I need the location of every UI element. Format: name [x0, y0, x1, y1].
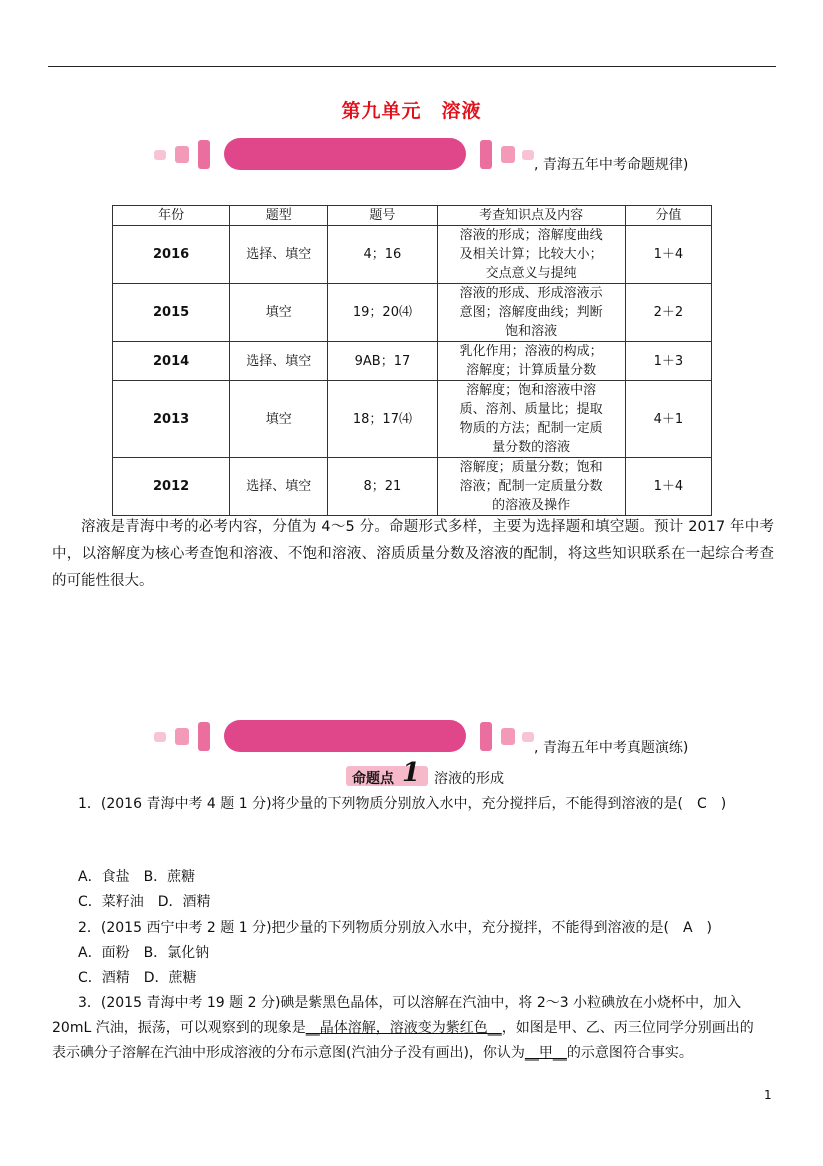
- table-row: [113, 284, 712, 342]
- question-2-stem: 2．(2015 西宁中考 2 题 1 分)把少量的下列物质分别放入水中，充分搅拌，不能得到溶液的是( A ): [78, 920, 713, 936]
- banner-pill: [224, 138, 466, 170]
- cell-year: 2014: [113, 342, 230, 381]
- question-3-text: 表示碘分子溶解在汽油中形成溶液的分布示意图(汽油分子没有画出)，你认为: [52, 1045, 525, 1061]
- content-line: 溶解度；质量分数；饱和: [459, 460, 603, 475]
- content-line: 乳化作用；溶液的构成；: [459, 344, 603, 359]
- cell-year: 2013: [113, 381, 230, 458]
- topic-label: 命题点: [352, 771, 394, 787]
- cell-number: 8；21: [328, 458, 437, 516]
- content-line: 的溶液及操作: [492, 498, 571, 513]
- section-banner-1: [150, 138, 750, 174]
- exam-pattern-table: [112, 205, 712, 516]
- content-line: 溶解度；计算质量分数: [466, 363, 597, 378]
- question-1-options-ab: A．食盐 B．蔗糖: [78, 869, 196, 885]
- col-header-score: 分值: [625, 206, 711, 226]
- header-rule: [48, 66, 776, 67]
- table-header-row: [113, 206, 712, 226]
- cell-type: 选择、填空: [230, 226, 328, 284]
- cell-year: 2016: [113, 226, 230, 284]
- question-3-line-2: [52, 1017, 754, 1037]
- cell-number: 18；17⑷: [328, 381, 437, 458]
- decor-square: [154, 150, 166, 160]
- content-line: 交点意义与提纯: [485, 266, 577, 281]
- table-row: [113, 381, 712, 458]
- content-line: 溶液的形成、形成溶液示: [459, 286, 603, 301]
- topic-name: 溶液的形成: [434, 771, 504, 787]
- question-1-options-cd: C．菜籽油 D．酒精: [78, 894, 211, 910]
- question-3-line-3: [52, 1042, 693, 1062]
- banner-caption: , 青海五年中考真题演练): [534, 740, 689, 756]
- content-line: 物质的方法；配制一定质: [459, 421, 603, 436]
- cell-content: [437, 342, 625, 381]
- cell-number: 9AB；17: [328, 342, 437, 381]
- section-banner-2: [150, 720, 750, 756]
- content-line: 质、溶剂、质量比；提取: [459, 402, 603, 417]
- cell-number: 19；20⑷: [328, 284, 437, 342]
- col-header-year: 年份: [113, 206, 230, 226]
- cell-year: 2015: [113, 284, 230, 342]
- question-2-options-cd: C．酒精 D．蔗糖: [78, 970, 197, 986]
- question-2-options-ab: A．面粉 B．氯化钠: [78, 945, 210, 961]
- question-1-stem: 1．(2016 青海中考 4 题 1 分)将少量的下列物质分别放入水中，充分搅拌后，不能得到溶液的是( C ): [78, 796, 727, 812]
- topic-number: 1: [402, 758, 421, 788]
- cell-score: 1＋4: [625, 226, 711, 284]
- page-number: 1: [764, 1088, 772, 1102]
- table-row: [113, 342, 712, 381]
- decor-square: [501, 728, 515, 745]
- decor-square: [522, 150, 534, 160]
- question-3-answer-phenomenon: __晶体溶解，溶液变为紫红色__: [305, 1020, 502, 1036]
- decor-square: [522, 732, 534, 742]
- question-3-answer-diagram: __甲__: [524, 1045, 567, 1061]
- question-3-text: ，如图是甲、乙、丙三位同学分别画出的: [501, 1020, 754, 1036]
- decor-square: [501, 146, 515, 163]
- question-3-line-1: 3．(2015 青海中考 19 题 2 分)碘是紫黑色晶体，可以溶解在汽油中，将 2～3 小粒碘放在小烧杯中，加入: [78, 995, 742, 1011]
- decor-square: [198, 140, 210, 169]
- cell-type: 填空: [230, 381, 328, 458]
- decor-square: [198, 722, 210, 751]
- decor-square: [175, 728, 189, 745]
- cell-content: [437, 458, 625, 516]
- unit-title: 第九单元 溶液: [341, 100, 482, 122]
- cell-content: [437, 226, 625, 284]
- cell-content: [437, 381, 625, 458]
- topic-badge: [346, 758, 428, 788]
- question-3-text: 20mL 汽油，振荡，可以观察到的现象是: [52, 1020, 306, 1036]
- cell-score: 1＋3: [625, 342, 711, 381]
- cell-type: 选择、填空: [230, 458, 328, 516]
- banner-caption: , 青海五年中考命题规律): [534, 157, 689, 173]
- cell-score: 4＋1: [625, 381, 711, 458]
- decor-square: [480, 722, 492, 751]
- cell-year: 2012: [113, 458, 230, 516]
- cell-score: 2＋2: [625, 284, 711, 342]
- content-line: 量分数的溶液: [492, 440, 571, 455]
- table-row: [113, 226, 712, 284]
- question-3-text: 的示意图符合事实。: [566, 1045, 693, 1061]
- summary-paragraph: 溶液是青海中考的必考内容，分值为 4～5 分。命题形式多样，主要为选择题和填空题。预计 2017 年中考中，以溶解度为核心考查饱和溶液、不饱和溶液、溶质质量分数及溶液的配制，将这些知识联系在一起综合考查的可能性很大。: [52, 519, 774, 589]
- content-line: 意图；溶解度曲线；判断: [459, 305, 603, 320]
- cell-content: [437, 284, 625, 342]
- banner-pill: [224, 720, 466, 752]
- content-line: 溶液的形成；溶解度曲线: [459, 228, 603, 243]
- cell-score: 1＋4: [625, 458, 711, 516]
- decor-square: [175, 146, 189, 163]
- decor-square: [480, 140, 492, 169]
- content-line: 饱和溶液: [505, 324, 558, 339]
- cell-number: 4；16: [328, 226, 437, 284]
- content-line: 及相关计算；比较大小；: [459, 247, 603, 262]
- decor-square: [154, 732, 166, 742]
- col-header-type: 题型: [230, 206, 328, 226]
- col-header-number: 题号: [328, 206, 437, 226]
- cell-type: 选择、填空: [230, 342, 328, 381]
- content-line: 溶液；配制一定质量分数: [459, 479, 603, 494]
- content-line: 溶解度；饱和溶液中溶: [466, 383, 597, 398]
- table-row: [113, 458, 712, 516]
- cell-type: 填空: [230, 284, 328, 342]
- col-header-content: 考查知识点及内容: [437, 206, 625, 226]
